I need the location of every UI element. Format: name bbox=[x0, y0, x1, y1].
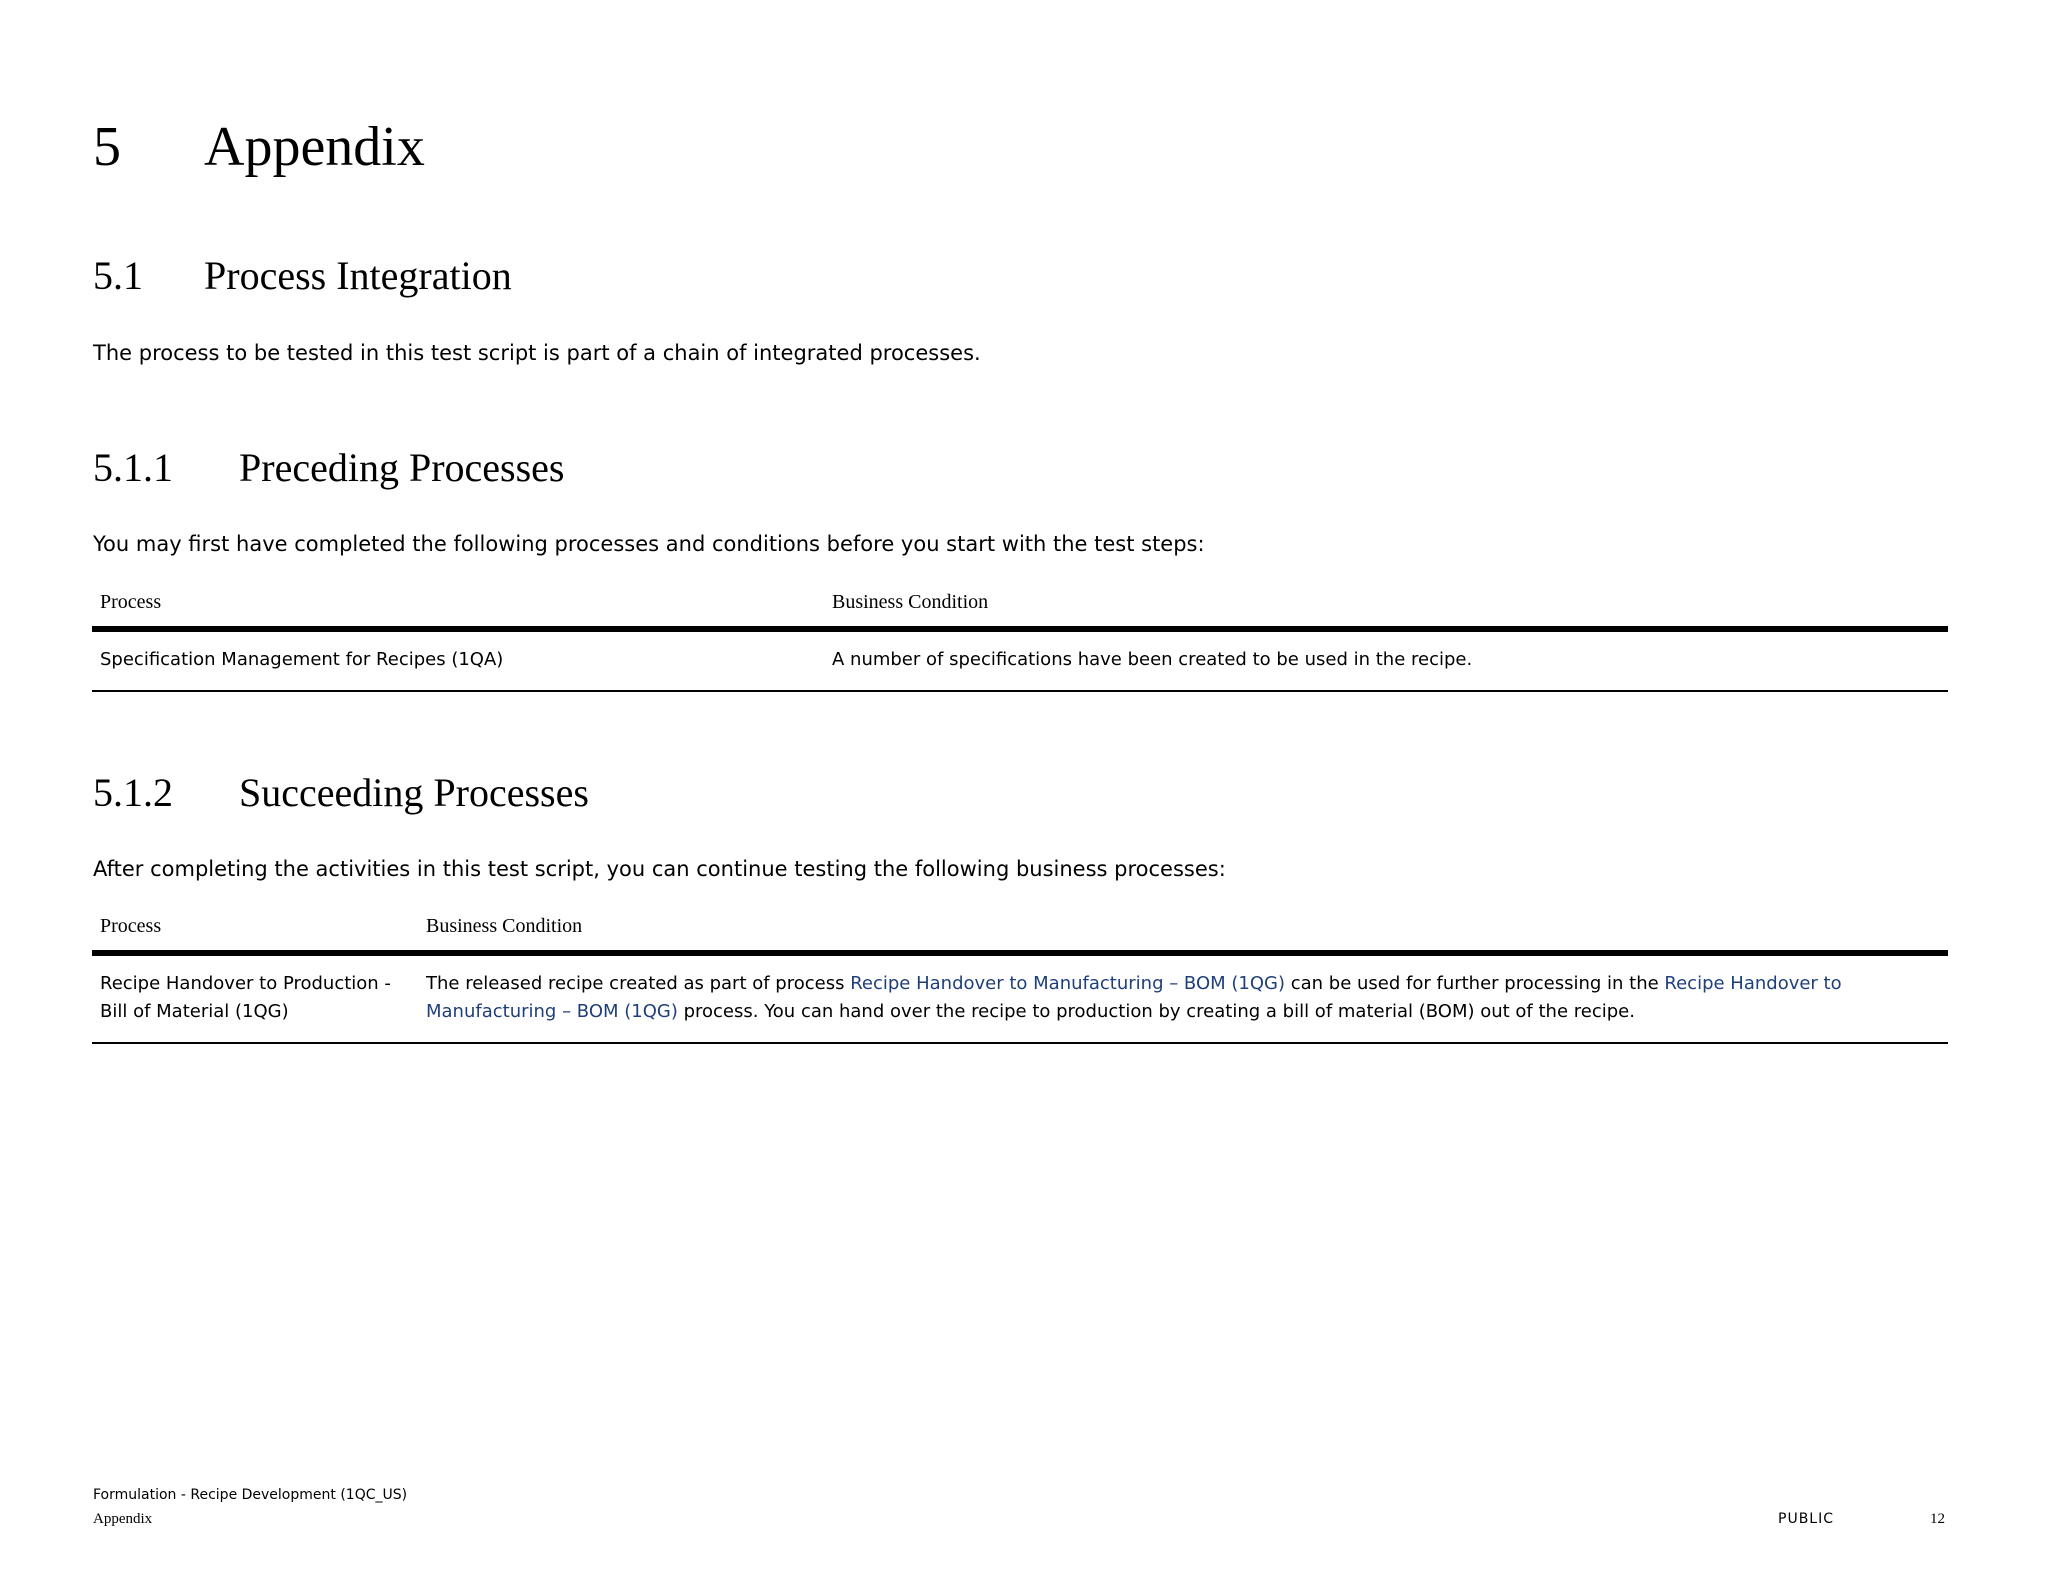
footer-document-title: Formulation - Recipe Development (1QC_US) bbox=[93, 1487, 408, 1503]
subsection-heading-preceding bbox=[93, 442, 564, 494]
column-header-process: Process bbox=[92, 902, 418, 953]
process-link-1qg[interactable]: Recipe Handover to Manufacturing – BOM (1QG) bbox=[850, 973, 1285, 994]
table-row bbox=[92, 629, 1948, 691]
column-header-business-condition: Business Condition bbox=[418, 902, 1948, 953]
succeeding-intro: After completing the activities in this test script, you can continue testing the following business processes: bbox=[93, 857, 1226, 881]
process-cell: Recipe Handover to Production - Bill of Material (1QG) bbox=[92, 953, 418, 1043]
subsection-number: 5.1.2 bbox=[93, 770, 173, 815]
table-row bbox=[92, 953, 1948, 1043]
process-link-1qg-second[interactable]: Recipe Handover to Manufacturing – BOM (1QG) bbox=[426, 973, 1842, 1022]
chapter-number: 5 bbox=[93, 116, 121, 178]
section-number: 5.1 bbox=[93, 253, 143, 298]
subsection-heading-succeeding bbox=[93, 767, 589, 819]
preceding-intro: You may first have completed the following processes and conditions before you start with the test steps: bbox=[93, 532, 1205, 556]
business-condition-cell bbox=[418, 953, 1948, 1043]
subsection-title: Preceding Processes bbox=[239, 445, 565, 490]
footer-page-number: 12 bbox=[1930, 1511, 1945, 1527]
subsection-title: Succeeding Processes bbox=[239, 770, 589, 815]
condition-text: process. You can hand over the recipe to production by creating a bill of material (BOM) out of the recipe. bbox=[677, 1001, 1635, 1022]
section-heading-process-integration bbox=[93, 250, 512, 302]
process-cell: Specification Management for Recipes (1QA) bbox=[92, 629, 824, 691]
business-condition-cell: A number of specifications have been created to be used in the recipe. bbox=[824, 629, 1948, 691]
table-header-row bbox=[92, 902, 1948, 953]
preceding-processes-table bbox=[92, 578, 1948, 692]
chapter-heading bbox=[93, 112, 425, 182]
condition-text: The released recipe created as part of process bbox=[426, 973, 851, 994]
process-integration-intro: The process to be tested in this test script is part of a chain of integrated processes. bbox=[93, 341, 981, 365]
section-title: Process Integration bbox=[204, 253, 512, 298]
subsection-number: 5.1.1 bbox=[93, 445, 173, 490]
succeeding-processes-table bbox=[92, 902, 1948, 1044]
footer-chapter: Appendix bbox=[93, 1511, 153, 1527]
column-header-process: Process bbox=[92, 578, 824, 629]
footer-classification: PUBLIC bbox=[1778, 1511, 1834, 1527]
column-header-business-condition: Business Condition bbox=[824, 578, 1948, 629]
table-header-row bbox=[92, 578, 1948, 629]
chapter-title: Appendix bbox=[204, 116, 425, 178]
condition-text: can be used for further processing in the bbox=[1285, 973, 1665, 994]
